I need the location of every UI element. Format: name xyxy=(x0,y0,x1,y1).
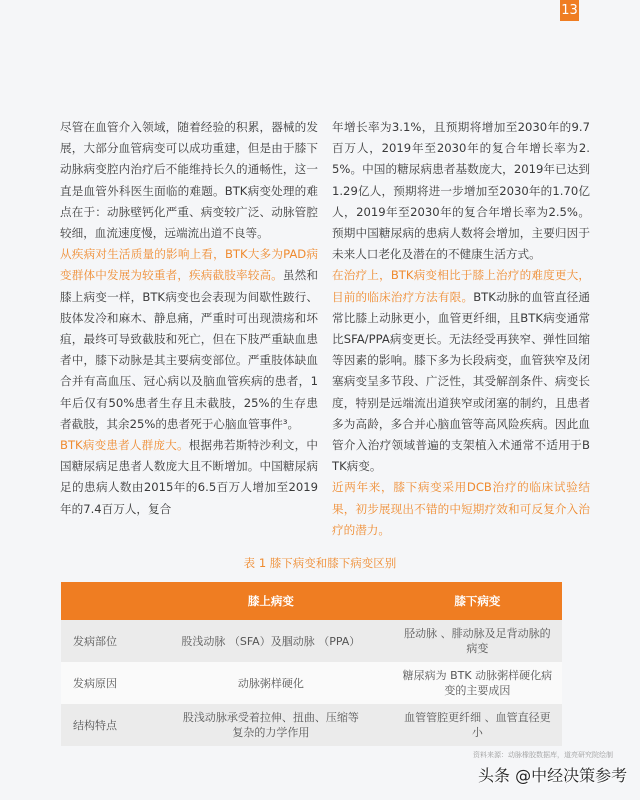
highlighted-text: BTK病变患者人群庞大。 xyxy=(60,438,189,453)
header-above-knee: 膝上病变 xyxy=(149,582,393,620)
row-label: 结构特点 xyxy=(61,704,149,746)
body-text: 根据弗若斯特沙利文，中国糖尿病足患者人数庞大且不断增加。中国糖尿病足的患病人数由2015年的6.5百万人增加至2019年的7.4百万人，复合 xyxy=(60,438,318,516)
header-empty xyxy=(61,582,149,620)
table-row xyxy=(61,704,562,746)
left-column xyxy=(60,117,318,541)
paragraph xyxy=(60,244,318,435)
cell: 股浅动脉承受着拉伸、扭曲、压缩等复杂的力学作用 xyxy=(149,704,393,746)
paragraph xyxy=(332,477,590,541)
table-row xyxy=(61,662,562,704)
cell: 糖尿病为 BTK 动脉粥样硬化病变的主要成因 xyxy=(393,662,562,704)
table-header-row xyxy=(61,582,562,620)
highlighted-text: 在治疗上，BTK病变相比于膝上治疗的难度更大，目前的临床治疗方法有限。 xyxy=(332,268,590,304)
cell: 股浅动脉 （SFA）及腘动脉 （PPA） xyxy=(149,620,393,662)
paragraph xyxy=(332,265,590,477)
body-text: 虽然和膝上病变一样，BTK病变也会表现为间歇性跛行、肢体发冷和麻木、静息痛，严重时可出现溃疡和坏疽，最终可导致截肢和死亡，但在下肢严重缺血患者中，膝下动脉是其主要病变部位。严重肢体缺血合并有高血压、冠心病以及脑血管疾病的患者，1年后仅有50%患者生存且未截肢，25%的生存患者截肢，其余25%的患者死于心脑血管事件³。 xyxy=(60,268,318,431)
watermark: 头条 @中经决策参考 xyxy=(478,766,628,786)
highlighted-text: 从疾病对生活质量的影响上看，BTK大多为PAD病变群体中发展为较重者，疾病截肢率较高。 xyxy=(60,247,318,283)
page-number: 13 xyxy=(560,0,579,21)
cell: 血管管腔更纤细 、血管直径更小 xyxy=(393,704,562,746)
row-label: 发病部位 xyxy=(61,620,149,662)
highlighted-text: 近两年来，膝下病变采用DCB治疗的临床试验结果，初步展现出不错的中短期疗效和可反复介入治疗的潜力。 xyxy=(332,480,590,537)
header-below-knee: 膝下病变 xyxy=(393,582,562,620)
table-caption: 表 1 膝下病变和膝下病变区别 xyxy=(243,556,397,571)
body-text: BTK动脉的血管直径通常比膝上动脉更小，血管更纤细，且BTK病变通常比SFA/PPA病变更长。无法经受再狭窄、弹性回缩等因素的影响。膝下多为长段病变，血管狭窄及闭塞病变呈多节段、广泛性，其受解剖条件、病变长度，特别是远端流出道狭窄或闭塞的制约，且患者多为高龄，多合并心脑血管等高风险疾病。因此血管介入治疗领域普遍的支架植入术通常不适用于BTK病变。 xyxy=(332,289,590,474)
row-label: 发病原因 xyxy=(61,662,149,704)
paragraph xyxy=(332,117,590,265)
cell: 动脉粥样硬化 xyxy=(149,662,393,704)
paragraph xyxy=(60,435,318,520)
table-row xyxy=(61,620,562,662)
cell: 胫动脉 、腓动脉及足背动脉的病变 xyxy=(393,620,562,662)
right-column xyxy=(332,117,590,541)
table-source: 资料来源：动脉橡胶数据库，道亮研究院绘制 xyxy=(473,751,613,760)
comparison-table xyxy=(61,582,562,746)
body-text: 年增长率为3.1%，且预期将增加至2030年的9.7百万人，2019年至2030年的复合年增长率为2.5%。中国的糖尿病患者基数庞大，2019年已达到1.29亿人，预期将进一步增加至2030年的1.70亿人，2019年至2030年的复合年增长率为2.5%。预期中国糖尿病的患病人数将会增加，主要归因于未来人口老化及潜在的不健康生活方式。 xyxy=(332,120,590,262)
paragraph xyxy=(60,117,318,244)
body-text: 尽管在血管介入领域，随着经验的积累，器械的发展，大部分血管病变可以成功重建，但是由于膝下动脉病变腔内治疗后不能维持长久的通畅性，这一直是血管外科医生面临的难题。BTK病变处理的难点在于：动脉壁钙化严重、病变较广泛、动脉管腔较细，血流速度慢，远端流出道不良等。 xyxy=(60,120,318,241)
